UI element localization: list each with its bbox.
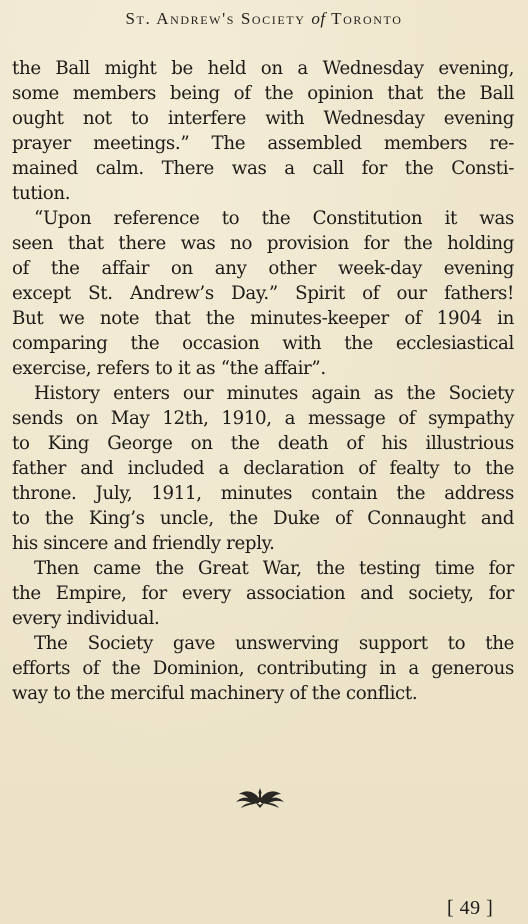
text-line: Then came the Great War, the testing time for [34, 558, 514, 579]
text-line: the Empire, for every association and society, for [12, 583, 514, 604]
text-line: every individual. [12, 608, 160, 629]
page-number: [ 49 ] [447, 897, 494, 919]
body-text [12, 56, 514, 706]
text-line: to King George on the death of his illustrious [12, 433, 514, 454]
text-line: comparing the occasion with the ecclesiastical [12, 333, 514, 354]
text-line: efforts of the Dominion, contributing in a generous [12, 658, 514, 679]
text-line: to the King’s uncle, the Duke of Connaught and [12, 508, 514, 529]
text-line: except St. Andrew’s Day.” Spirit of our fathers! [12, 283, 514, 304]
text-line: ought not to interfere with Wednesday evening [12, 108, 514, 129]
running-head-city: Toronto [331, 9, 403, 28]
text-line: the Ball might be held on a Wednesday evening, [12, 58, 514, 79]
text-line: History enters our minutes again as the Society [34, 383, 514, 404]
text-line: his sincere and friendly reply. [12, 533, 275, 554]
text-line: seen that there was no provision for the holding [12, 233, 514, 254]
text-line: “Upon reference to the Constitution it was [34, 208, 514, 229]
text-line: But we note that the minutes-keeper of 1904 in [12, 308, 514, 329]
text-line: exercise, refers to it as “the affair”. [12, 358, 326, 379]
running-head-society: St. Andrew's Society [125, 9, 306, 28]
text-line: father and included a declaration of fealty to the [12, 458, 514, 479]
text-line: of the affair on any other week-day evening [12, 258, 514, 279]
text-line: tution. [12, 183, 71, 204]
thistle-leaf-ornament-icon [233, 784, 287, 810]
running-head-of: of [311, 9, 326, 28]
text-line: way to the merciful machinery of the conflict. [12, 683, 418, 704]
text-line: mained calm. There was a call for the Consti- [12, 158, 514, 179]
running-head [0, 9, 528, 29]
text-line: some members being of the opinion that the Ball [12, 83, 514, 104]
text-line: sends on May 12th, 1910, a message of sympathy [12, 408, 514, 429]
text-line: The Society gave unswerving support to the [34, 633, 514, 654]
text-line: prayer meetings.” The assembled members re- [12, 133, 514, 154]
text-line: throne. July, 1911, minutes contain the address [12, 483, 514, 504]
